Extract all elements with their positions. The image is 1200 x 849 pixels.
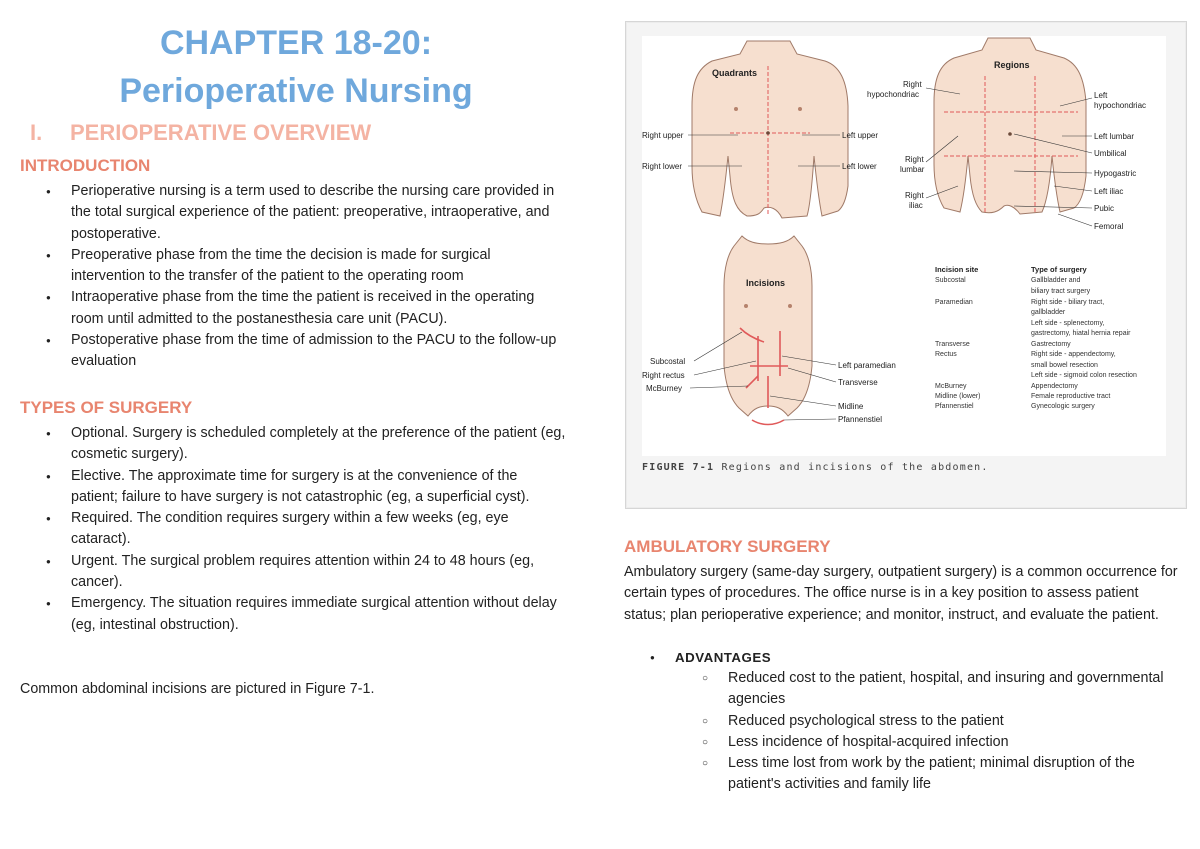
label-left-iliac: Left iliac <box>1094 187 1124 196</box>
figure-caption <box>642 462 989 473</box>
label-left-paramedian: Left paramedian <box>838 361 896 370</box>
label-transverse: Transverse <box>838 378 878 387</box>
incision-table-sites <box>935 277 981 410</box>
table-cell: Subcostal <box>935 277 966 284</box>
list-item: ● Intraoperative phase from the time the patient is received in the operating room until admitted to the postanesthesia care unit (PACU). <box>20 287 568 330</box>
list-item: ○ Reduced cost to the patient, hospital, and insuring and governmental agencies <box>702 668 1182 711</box>
list-item: ○ Less incidence of hospital-acquired infection <box>702 732 1182 753</box>
table-cell: Transverse <box>935 341 970 348</box>
table-cell: Appendectomy <box>1031 383 1078 390</box>
table-cell: biliary tract surgery <box>1031 288 1091 295</box>
table-cell: Female reproductive tract <box>1031 393 1111 400</box>
table-cell: Right side - biliary tract, <box>1031 299 1105 306</box>
label-femoral: Femoral <box>1094 222 1124 231</box>
regions-title: Regions <box>994 60 1030 70</box>
label-left-lumbar: Left lumbar <box>1094 132 1135 141</box>
label-right-lumbar-2: lumbar <box>900 165 925 174</box>
quadrants-title: Quadrants <box>712 68 758 78</box>
label-midline: Midline <box>838 402 864 411</box>
figure-image <box>642 36 1166 456</box>
table-cell: small bowel resection <box>1031 362 1098 369</box>
list-item: ● Emergency. The situation requires immediate surgical attention without delay (eg, intestinal obstruction). <box>20 593 568 636</box>
label-right-rectus: Right rectus <box>642 371 685 380</box>
label-left-upper: Left upper <box>842 131 879 140</box>
ambulatory-heading: AMBULATORY SURGERY <box>624 537 831 556</box>
section-label: PERIOPERATIVE OVERVIEW <box>70 120 372 145</box>
figure-number: FIGURE 7-1 <box>642 462 715 473</box>
label-right-lower: Right lower <box>642 162 683 171</box>
table-cell: Pfannenstiel <box>935 403 974 410</box>
incision-table-types <box>1031 277 1137 410</box>
section-number: I. <box>30 120 43 145</box>
types-list <box>20 423 568 636</box>
section-heading <box>30 120 371 146</box>
table-head-type: Type of surgery <box>1031 265 1087 274</box>
list-item: ● Postoperative phase from the time of admission to the PACU to the follow-up evaluation <box>20 330 568 373</box>
label-left-hypochondriac-2: hypochondriac <box>1094 101 1147 110</box>
table-cell: Left side - sigmoid colon resection <box>1031 372 1137 379</box>
label-right-lumbar-1: Right <box>905 155 924 164</box>
label-pubic: Pubic <box>1094 204 1115 213</box>
ambulatory-paragraph: Ambulatory surgery (same-day surgery, outpatient surgery) is a common occurrence for certain types of procedures. The office nurse is in a key position to assess patient status; plan perioperative experience; and monitor, instruct, and evaluate the patient. <box>624 564 1178 623</box>
list-item: ○ Less time lost from work by the patient; minimal disruption of the patient's activities and family life <box>702 753 1182 796</box>
list-item: ● Optional. Surgery is scheduled completely at the preference of the patient (eg, cosmetic surgery). <box>20 423 568 466</box>
table-cell: Paramedian <box>935 299 973 306</box>
introduction-heading: INTRODUCTION <box>20 156 151 175</box>
table-cell: gallbladder <box>1031 309 1066 316</box>
figure-7-1 <box>625 21 1187 509</box>
list-item: ● Elective. The approximate time for surgery is at the convenience of the patient; failure to have surgery is not catastrophic (eg, a superficial cyst). <box>20 466 568 509</box>
incisions-title: Incisions <box>746 278 786 288</box>
abdomen-illustration <box>642 36 1166 456</box>
label-left-lower: Left lower <box>842 162 877 171</box>
advantages-sublist <box>702 668 1182 796</box>
table-cell: gastrectomy, hiatal hernia repair <box>1031 330 1131 337</box>
figure-reference-note: Common abdominal incisions are pictured in Figure 7-1. <box>20 681 375 697</box>
chapter-title: CHAPTER 18-20: <box>159 24 433 62</box>
list-item: ● Preoperative phase from the time the decision is made for surgical intervention to the transfer of the patient to the operating room <box>20 245 568 288</box>
table-cell: Gallbladder and <box>1031 277 1081 284</box>
list-item: ● Urgent. The surgical problem requires attention within 24 to 48 hours (eg, cancer). <box>20 551 568 594</box>
table-cell: Left side - splenectomy, <box>1031 320 1105 327</box>
label-right-iliac-1: Right <box>905 191 924 200</box>
table-cell: Gynecologic surgery <box>1031 403 1095 410</box>
list-item: ○ Reduced psychological stress to the patient <box>702 711 1182 732</box>
label-subcostal: Subcostal <box>650 357 686 366</box>
table-cell: McBurney <box>935 383 967 390</box>
label-right-upper: Right upper <box>642 131 684 140</box>
label-umbilical: Umbilical <box>1094 149 1127 158</box>
table-cell: Rectus <box>935 351 957 358</box>
advantages-list <box>624 647 1184 668</box>
label-right-hypochondriac-1: Right <box>903 80 922 89</box>
label-left-hypochondriac-1: Left <box>1094 91 1108 100</box>
label-right-hypochondriac-2: hypochondriac <box>867 90 920 99</box>
chapter-subtitle: Perioperative Nursing <box>119 72 473 110</box>
table-head-site: Incision site <box>935 265 979 274</box>
table-cell: Right side - appendectomy, <box>1031 351 1116 358</box>
figure-caption-text: Regions and incisions of the abdomen. <box>721 462 989 473</box>
table-cell: Gastrectomy <box>1031 341 1071 348</box>
label-right-iliac-2: iliac <box>909 201 923 210</box>
label-pfannenstiel: Pfannenstiel <box>838 415 883 424</box>
introduction-list <box>20 181 568 373</box>
label-hypogastric: Hypogastric <box>1094 169 1137 178</box>
label-mcburney: McBurney <box>646 384 683 393</box>
advantages-label: ● ADVANTAGES <box>624 647 1184 668</box>
list-item: ● Perioperative nursing is a term used to describe the nursing care provided in the total surgical experience of the patient: preoperative, intraoperative, and postoperative. <box>20 181 568 245</box>
list-item: ● Required. The condition requires surgery within a few weeks (eg, eye cataract). <box>20 508 568 551</box>
table-cell: Midline (lower) <box>935 393 981 400</box>
types-heading: TYPES OF SURGERY <box>20 398 193 417</box>
